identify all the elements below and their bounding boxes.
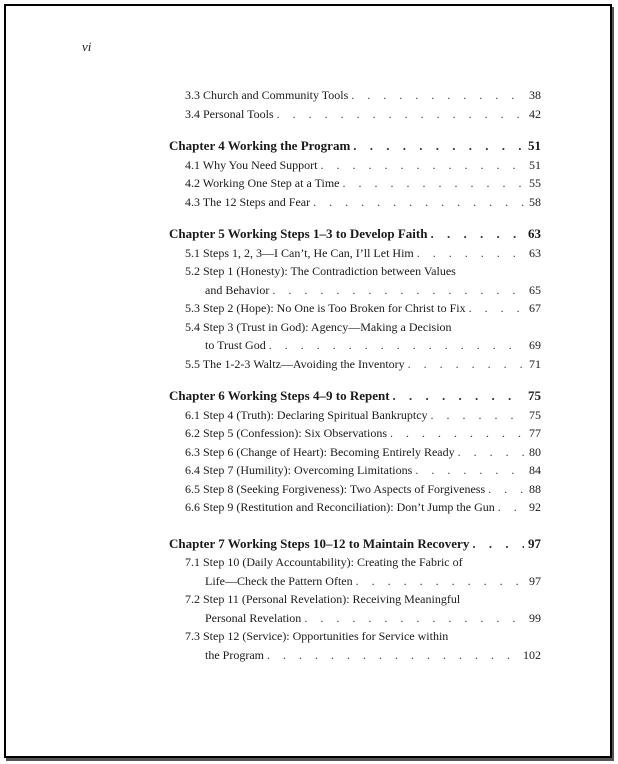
dot-leader xyxy=(390,424,524,443)
toc-entry-page: 42 xyxy=(529,106,541,121)
toc-entry xyxy=(169,443,541,462)
toc-entry xyxy=(169,193,541,212)
toc-entry-title: 4.3 The 12 Steps and Fear xyxy=(185,194,311,209)
toc-entry xyxy=(169,355,541,374)
toc-entry-page: 63 xyxy=(528,226,541,241)
toc-entry-page: 97 xyxy=(528,535,541,551)
dot-leader xyxy=(304,609,524,628)
toc-entry xyxy=(169,105,541,124)
toc-entry-title: and Behavior xyxy=(205,282,270,297)
toc-entry xyxy=(169,572,541,591)
toc-entry xyxy=(169,480,541,499)
toc-entry xyxy=(169,336,541,355)
toc-entry-page: 102 xyxy=(523,647,541,662)
toc-entry-title: 6.2 Step 5 (Confession): Six Observations xyxy=(185,426,387,440)
section-gap xyxy=(169,373,541,387)
toc-entry-title: 6.1 Step 4 (Truth): Declaring Spiritual Bankruptcy xyxy=(185,407,428,422)
toc-entry-title: 7.1 Step 10 (Daily Accountability): Creating the Fabric of xyxy=(185,555,463,569)
toc-entry-title: 7.2 Step 11 (Personal Revelation): Receiving Meaningful xyxy=(185,592,461,606)
toc-entry-title: Chapter 7 Working Steps 10–12 to Maintain Recovery xyxy=(169,535,470,551)
dot-leader xyxy=(342,174,524,193)
toc-entry-page: 80 xyxy=(529,444,541,459)
toc-entry-page: 84 xyxy=(529,463,541,477)
toc-entry-page: 69 xyxy=(529,338,541,352)
toc-entry-page: 55 xyxy=(529,176,541,190)
toc-entry-title: Chapter 6 Working Steps 4–9 to Repent xyxy=(169,388,390,403)
toc-entry xyxy=(169,318,541,337)
toc-entry-title: 6.3 Step 6 (Change of Heart): Becoming Entirely Ready xyxy=(185,444,455,459)
toc-entry-title: Life—Check the Pattern Often xyxy=(205,573,353,588)
toc-entry-page: 58 xyxy=(529,194,541,209)
toc-entry-page: 75 xyxy=(529,407,541,422)
toc-entry-page: 97 xyxy=(529,573,541,588)
page-number: vi xyxy=(82,39,92,54)
toc-entry xyxy=(169,553,541,572)
toc-entry xyxy=(169,262,541,281)
toc-entry-page: 51 xyxy=(528,138,541,153)
dot-leader xyxy=(469,299,524,318)
section-gap xyxy=(169,517,541,535)
toc-entry-title: 6.4 Step 7 (Humility): Overcoming Limitations xyxy=(185,463,413,477)
toc-entry xyxy=(169,299,541,318)
page-frame xyxy=(4,4,612,758)
dot-leader xyxy=(408,355,524,374)
toc-entry-title: the Program xyxy=(205,647,264,662)
dot-leader xyxy=(272,281,524,300)
toc-entry-title: 4.2 Working One Step at a Time xyxy=(185,176,340,190)
toc-entry-title: 3.4 Personal Tools xyxy=(185,106,274,121)
toc-entry-page: 38 xyxy=(529,88,541,102)
chapter-heading xyxy=(169,535,541,554)
toc-entry-page: 63 xyxy=(529,245,541,260)
toc-entry-page: 92 xyxy=(529,500,541,514)
dot-leader xyxy=(313,193,524,212)
toc-entry-page: 77 xyxy=(529,426,541,440)
toc-entry xyxy=(169,174,541,193)
toc-entry xyxy=(169,244,541,263)
chapter-heading xyxy=(169,387,541,406)
toc-entry-title: to Trust God xyxy=(205,338,266,352)
dot-leader xyxy=(269,336,524,355)
toc-entry-title: 5.2 Step 1 (Honesty): The Contradiction between Values xyxy=(185,264,456,278)
toc-entry-title: 3.3 Church and Community Tools xyxy=(185,88,349,102)
toc-entry-title: 6.6 Step 9 (Restitution and Reconciliation): Don’t Jump the Gun xyxy=(185,500,495,514)
toc-entry-page: 88 xyxy=(529,481,541,496)
dot-leader xyxy=(472,535,524,554)
dot-leader xyxy=(267,646,520,665)
section-gap xyxy=(169,123,541,137)
dot-leader xyxy=(417,244,524,263)
toc-entry xyxy=(169,590,541,609)
dot-leader xyxy=(488,480,524,499)
toc-entry xyxy=(169,609,541,628)
toc-entry xyxy=(169,424,541,443)
dot-leader xyxy=(458,443,524,462)
dot-leader xyxy=(277,105,524,124)
toc-entry-page: 51 xyxy=(529,157,541,172)
dot-leader xyxy=(356,572,524,591)
toc-entry-title: 6.5 Step 8 (Seeking Forgiveness): Two Aspects of Forgiveness xyxy=(185,481,486,496)
table-of-contents xyxy=(169,86,541,664)
section-gap xyxy=(169,211,541,225)
toc-entry-page: 75 xyxy=(528,388,541,403)
toc-entry-page: 65 xyxy=(529,282,541,297)
dot-leader xyxy=(431,406,524,425)
dot-leader xyxy=(353,137,524,156)
dot-leader xyxy=(351,86,524,105)
chapter-heading xyxy=(169,137,541,156)
toc-entry-title: 7.3 Step 12 (Service): Opportunities for Service within xyxy=(185,629,449,643)
toc-entry xyxy=(169,498,541,517)
toc-entry-page: 67 xyxy=(529,301,541,315)
toc-entry-title: 5.3 Step 2 (Hope): No One is Too Broken for Christ to Fix xyxy=(185,301,466,315)
toc-entry-title: Chapter 4 Working the Program xyxy=(169,138,351,153)
toc-entry-page: 99 xyxy=(529,610,541,625)
dot-leader xyxy=(498,498,524,517)
toc-entry xyxy=(169,156,541,175)
dot-leader xyxy=(430,225,524,244)
toc-entry xyxy=(169,646,541,665)
toc-entry-title: 5.5 The 1-2-3 Waltz—Avoiding the Inventory xyxy=(185,356,405,371)
dot-leader xyxy=(393,387,524,406)
toc-entry xyxy=(169,281,541,300)
toc-entry-title: 5.4 Step 3 (Trust in God): Agency—Making a Decision xyxy=(185,319,452,334)
chapter-heading xyxy=(169,225,541,244)
dot-leader xyxy=(415,461,524,480)
toc-entry-title: 4.1 Why You Need Support xyxy=(185,157,318,172)
toc-entry xyxy=(169,627,541,646)
toc-entry xyxy=(169,406,541,425)
toc-entry-title: Chapter 5 Working Steps 1–3 to Develop Faith xyxy=(169,226,428,241)
toc-entry xyxy=(169,86,541,105)
toc-entry-title: Personal Revelation xyxy=(205,610,302,625)
dot-leader xyxy=(320,156,524,175)
toc-entry xyxy=(169,461,541,480)
toc-entry-page: 71 xyxy=(529,356,541,371)
toc-entry-title: 5.1 Steps 1, 2, 3—I Can’t, He Can, I’ll Let Him xyxy=(185,245,414,260)
